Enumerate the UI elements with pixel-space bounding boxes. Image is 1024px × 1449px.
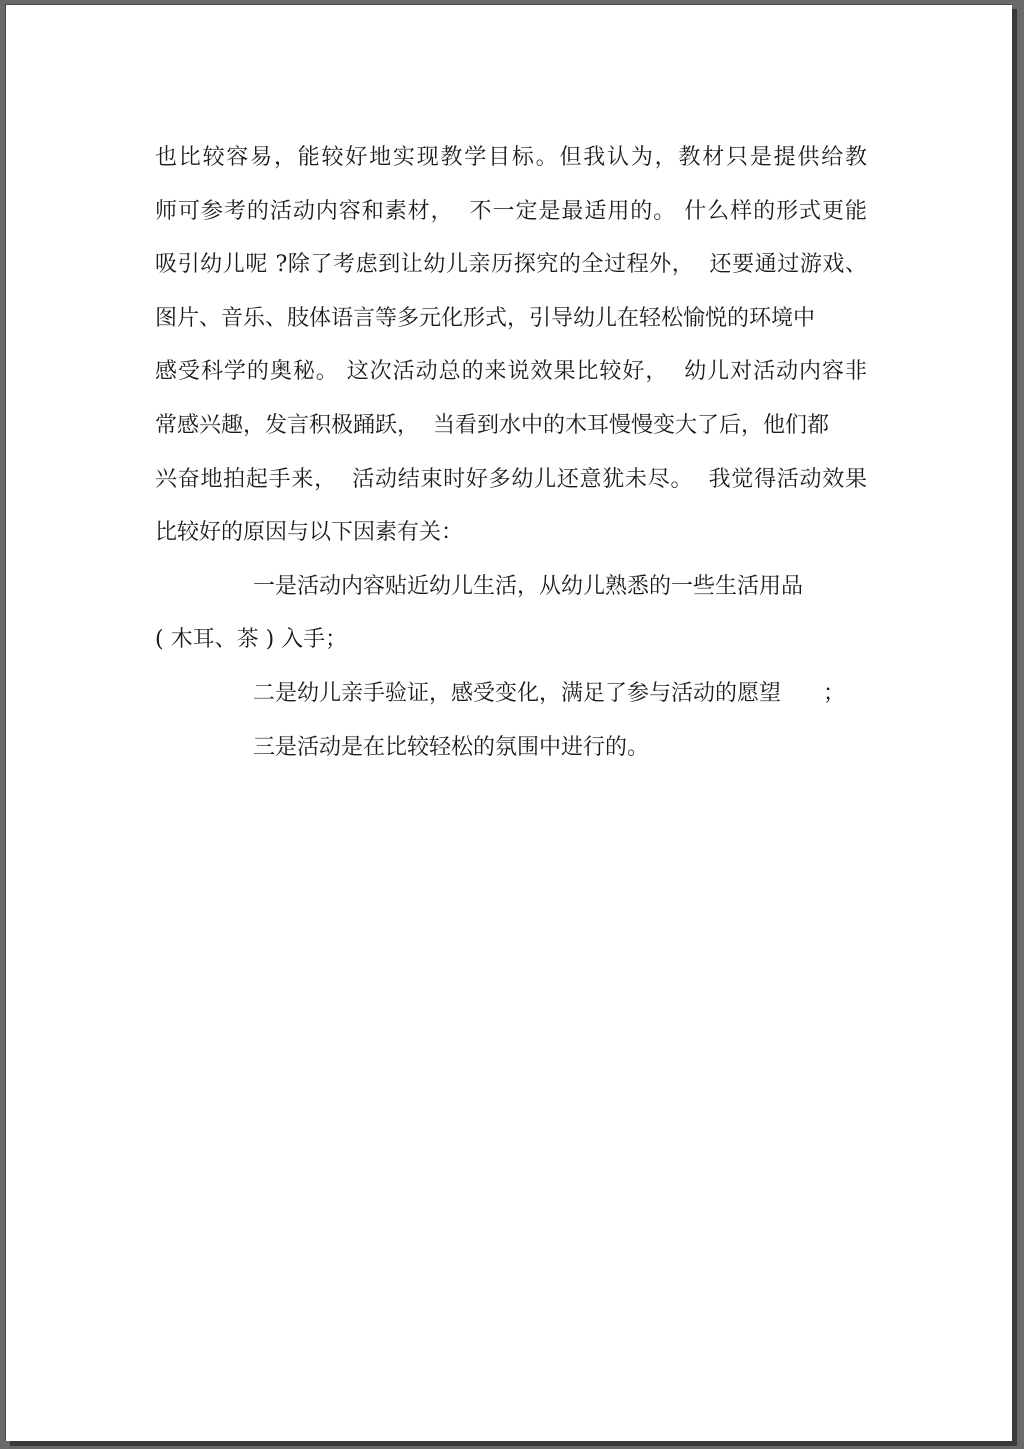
text-line: 兴奋地拍起手来， 活动结束时好多幼儿还意犹未尽。 我觉得活动效果 [155, 466, 867, 492]
text-line: 也比较容易，能较好地实现教学目标。但我认为，教材只是提供给教 [155, 145, 867, 170]
text-line: 图片、音乐、肢体语言等多元化形式，引导幼儿在轻松愉悦的环境中 [155, 305, 816, 331]
text-line: 感受科学的奥秘。 这次活动总的来说效果比较好， 幼儿对活动内容非 [155, 359, 867, 385]
text-line: 常感兴趣，发言积极踊跃， 当看到水中的木耳慢慢变大了后，他们都 [155, 412, 829, 438]
list-item-3: 三是活动是在比较轻松的氛围中进行的。 [253, 734, 650, 760]
document-page [5, 4, 1012, 1441]
text-line: 吸引幼儿呢 ?除了考虑到让幼儿亲历探究的全过程外， 还要通过游戏、 [155, 252, 867, 278]
list-item-1: 一是活动内容贴近幼儿生活，从幼儿熟悉的一些生活用品 [253, 573, 804, 599]
text-line: 比较好的原因与以下因素有关： [155, 520, 464, 546]
list-item-1-continued: ( 木耳、茶 ) 入手； [155, 627, 348, 653]
text-line: 师可参考的活动内容和素材， 不一定是最适用的。 什么样的形式更能 [155, 198, 867, 224]
body-text [155, 136, 867, 779]
list-item-2: 二是幼儿亲手验证，感受变化，满足了参与活动的愿望 ； [253, 680, 845, 706]
